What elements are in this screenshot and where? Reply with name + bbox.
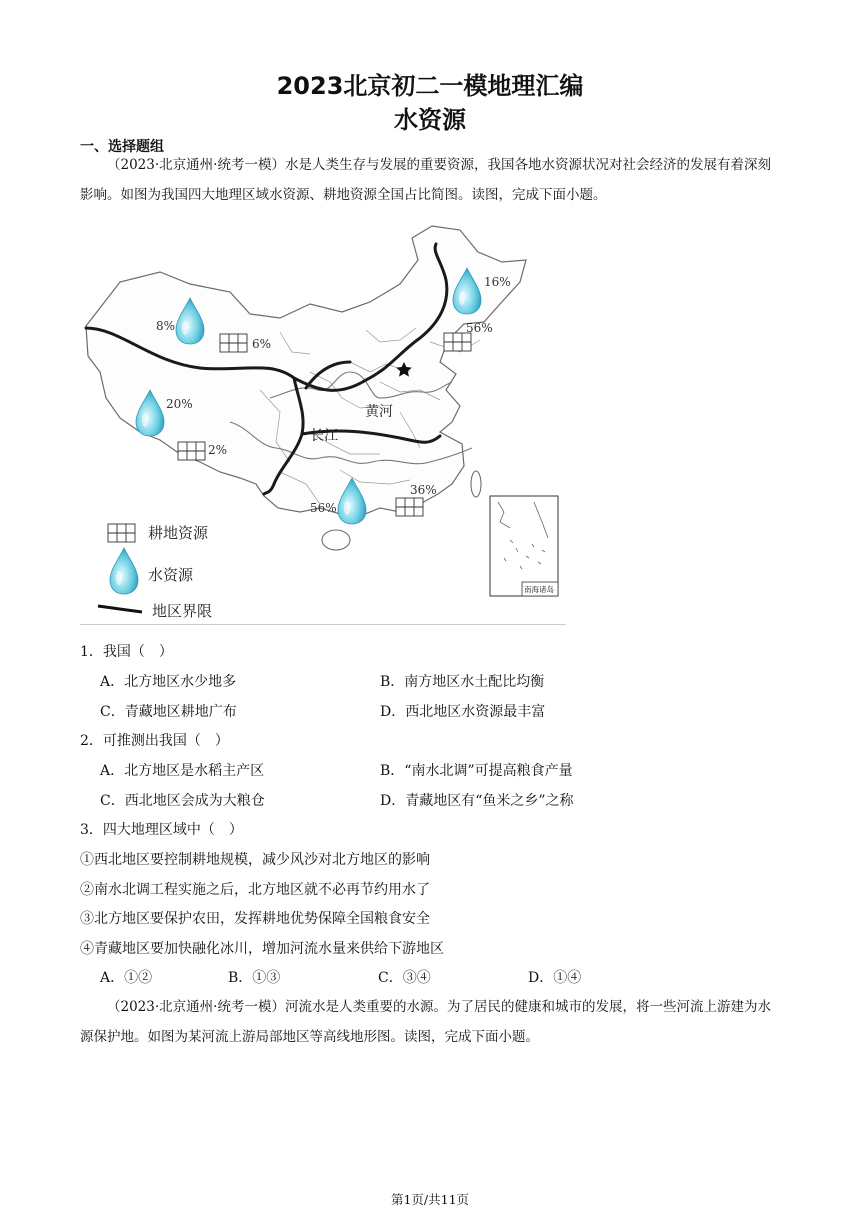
question-3-option-b[interactable]: B．①③ — [228, 970, 281, 986]
qinghai-tibet-water-value: 20% — [166, 397, 193, 411]
legend-boundary-line — [98, 606, 142, 612]
huanghe-label: 黄河 — [365, 404, 393, 420]
question-3-option-d[interactable]: D．①④ — [528, 970, 582, 986]
intro-paragraph-2: （2023·北京通州·统考一模）河流水是人类重要的水源。为了居民的健康和城市的发展，将一些河流上游建为水源保护地。如图为某河流上游局部地区等高线地形图。读图，完成下面小题。 — [80, 999, 771, 1045]
question-1-option-b[interactable]: B．南方地区水土配比均衡 — [380, 674, 545, 690]
north-water-value: 16% — [484, 275, 511, 289]
document-title: 2023北京初二一模地理汇编 — [276, 72, 584, 100]
south-water-value: 56% — [310, 501, 337, 515]
question-2-option-b[interactable]: B．“南水北调”可提高粮食产量 — [380, 763, 573, 779]
hainan-island — [322, 530, 350, 550]
qinghai-tibet-farmland-icon — [178, 442, 205, 460]
legend-farmland-label: 耕地资源 — [148, 524, 209, 542]
north-farmland-icon — [444, 333, 471, 351]
question-1-stem: 1．我国（ ） — [80, 644, 173, 660]
china-outline — [86, 226, 526, 516]
question-3-option-c[interactable]: C．③④ — [378, 970, 431, 986]
question-3-statement-2: ②南水北调工程实施之后，北方地区就不必再节约用水了 — [80, 882, 430, 898]
south-china-sea-inset — [490, 496, 558, 596]
question-1-option-a[interactable]: A．北方地区水少地多 — [100, 674, 237, 690]
qinghai-tibet-farmland-value: 2% — [208, 443, 228, 457]
question-3-statement-3: ③北方地区要保护农田，发挥耕地优势保障全国粮食安全 — [80, 911, 430, 927]
document-subtitle: 水资源 — [394, 106, 466, 134]
legend-water-label: 水资源 — [148, 566, 194, 584]
south-farmland-value: 36% — [410, 483, 437, 497]
china-resource-map — [80, 222, 566, 624]
question-1-option-c[interactable]: C．青藏地区耕地广布 — [100, 704, 237, 720]
legend-boundary-label: 地区界限 — [152, 602, 213, 620]
question-3-stem: 3．四大地理区域中（ ） — [80, 822, 243, 838]
intro-paragraph-1: （2023·北京通州·统考一模）水是人类生存与发展的重要资源，我国各地水资源状况对社会经济的发展有着深刻影响。如图为我国四大地理区域水资源、耕地资源全国占比简图。读图，完成下面小题。 — [80, 157, 771, 203]
question-2-option-a[interactable]: A．北方地区是水稻主产区 — [100, 763, 265, 779]
map-legend — [98, 524, 212, 620]
northwest-farmland-value: 6% — [252, 337, 272, 351]
northwest-farmland-icon — [220, 334, 247, 352]
question-3-statement-1: ①西北地区要控制耕地规模，减少风沙对北方地区的影响 — [80, 852, 430, 868]
question-3-option-a[interactable]: A．①② — [100, 970, 153, 986]
legend-farmland-icon — [108, 524, 135, 542]
inset-label: 南海诸岛 — [524, 585, 554, 594]
legend-water-icon — [110, 548, 138, 594]
question-3-statement-4: ④青藏地区要加快融化冰川，增加河流水量来供给下游地区 — [80, 941, 444, 957]
figure-divider — [80, 624, 566, 625]
question-1-option-d[interactable]: D．西北地区水资源最丰富 — [380, 704, 546, 720]
south-farmland-icon — [396, 498, 423, 516]
changjiang-label: 长江 — [310, 428, 338, 444]
page-footer: 第1页/共11页 — [390, 1192, 470, 1207]
taiwan-island — [471, 471, 481, 497]
north-farmland-value: 56% — [466, 321, 493, 335]
northwest-water-value: 8% — [156, 319, 176, 333]
section-heading: 一、选择题组 — [80, 139, 164, 155]
map-svg — [80, 222, 566, 624]
question-2-option-c[interactable]: C．西北地区会成为大粮仓 — [100, 793, 265, 809]
question-2-option-d[interactable]: D．青藏地区有“鱼米之乡”之称 — [380, 793, 574, 809]
question-2-stem: 2．可推测出我国（ ） — [80, 733, 229, 749]
